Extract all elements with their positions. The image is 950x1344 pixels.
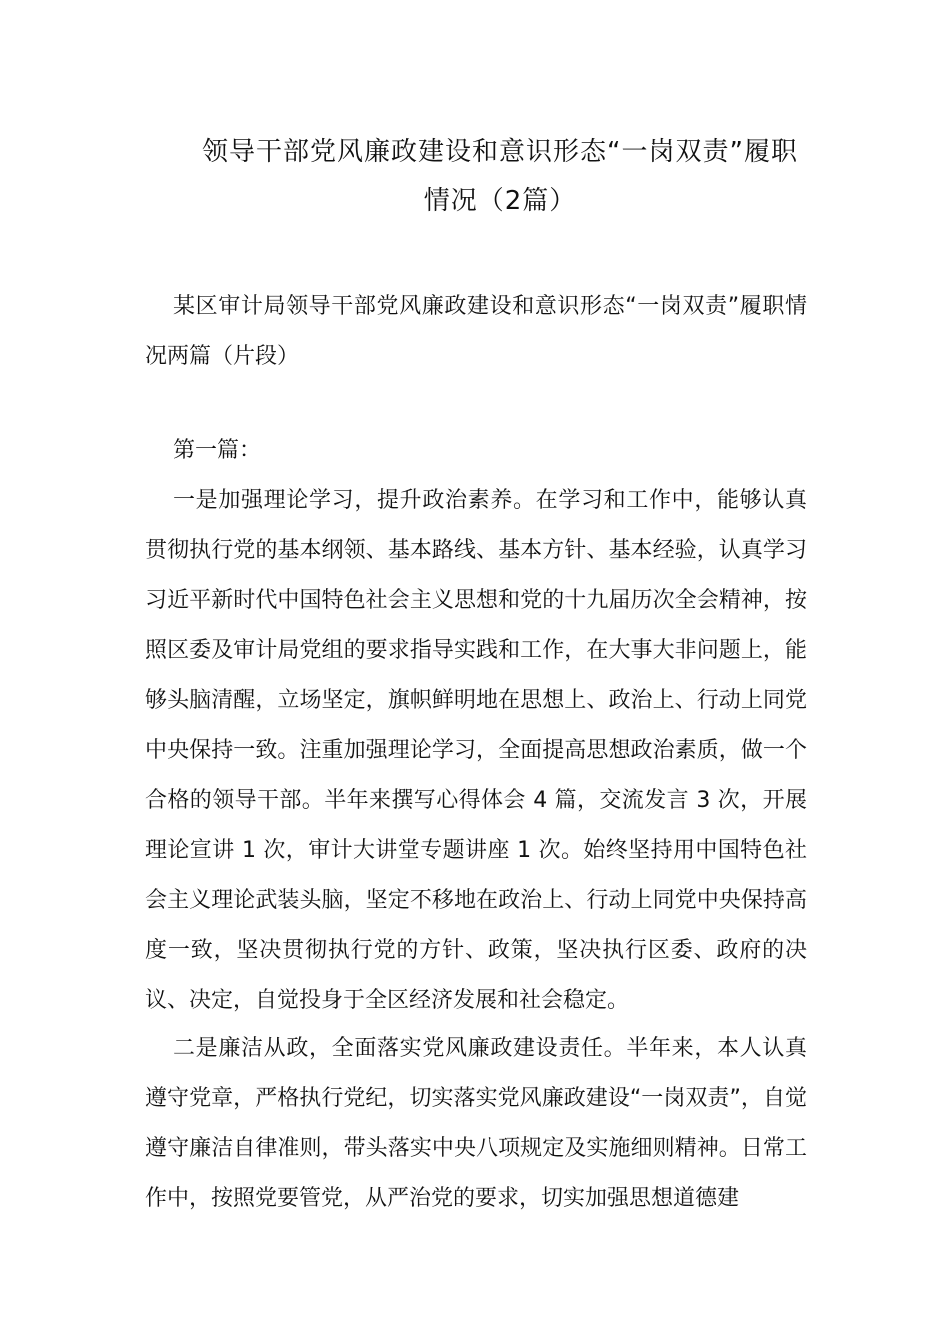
paragraph-2: 二是廉洁从政，全面落实党风廉政建设责任。半年来，本人认真遵守党章，严格执行党纪，切实落实党风廉政建设“一岗双责”，自觉遵守廉洁自律准则，带头落实中央八项规定及实施细则精神。日常工作中，按照党要管党，从严治党的要求，切实加强思想道德建 [145, 1036, 807, 1211]
document-subtitle: 某区审计局领导干部党风廉政建设和意识形态“一岗双责”履职情况两篇（片段） [145, 294, 807, 369]
section-label: 第一篇： [173, 438, 262, 463]
paragraph-1: 一是加强理论学习，提升政治素养。在学习和工作中，能够认真贯彻执行党的基本纲领、基本路线、基本方针、基本经验，认真学习习近平新时代中国特色社会主义思想和党的十九届历次全会精神，按照区委及审计局党组的要求指导实践和工作，在大事大非问题上，能够头脑清醒，立场坚定，旗帜鲜明地在思想上、政治上、行动上同党中央保持一致。注重加强理论学习，全面提高思想政治素质，做一个合格的领导干部。半年来撰写心得体会 4 篇，交流发言 3 次，开展理论宣讲 1 次，审计大讲堂专题讲座 1 次。始终坚持用中国特色社会主义理论武装头脑，坚定不移地在政治上、行动上同党中央保持高度一致，坚决贯彻执行党的方针、政策，坚决执行区委、政府的决议、决定，自觉投身于全区经济发展和社会稳定。 [145, 488, 807, 1013]
document-title-line-1: 领导干部党风廉政建设和意识形态“一岗双责”履职 [202, 137, 798, 167]
document-title-line-2: 情况（2篇） [423, 186, 577, 216]
